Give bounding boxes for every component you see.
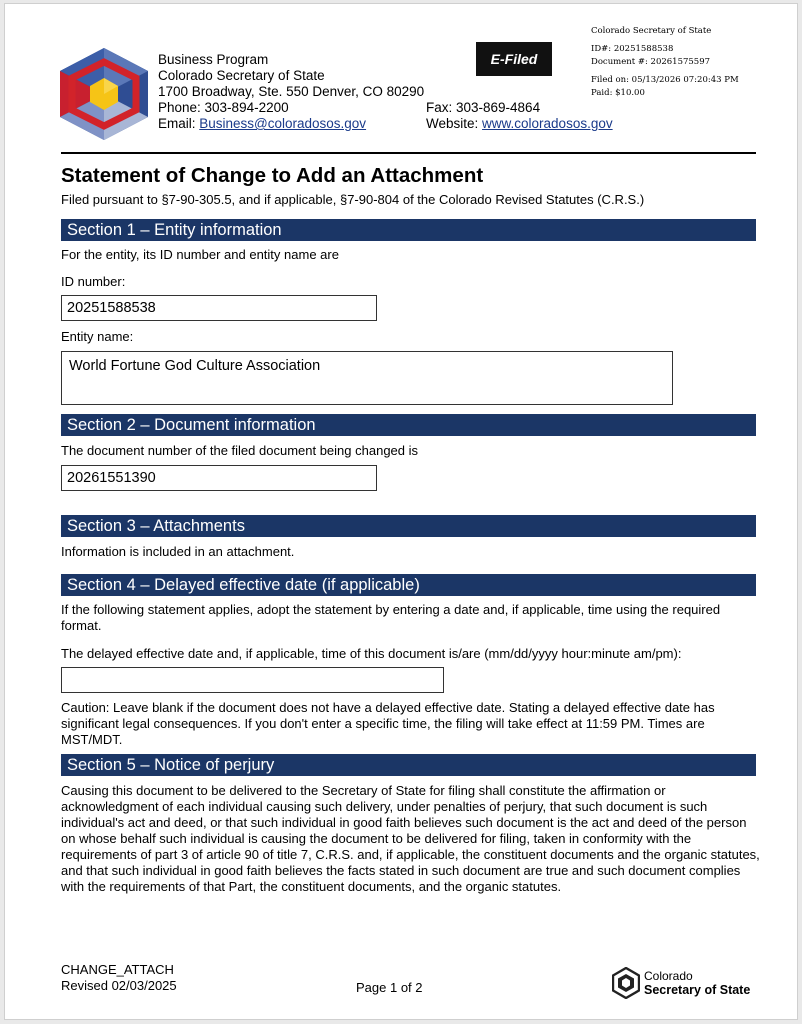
- sos-footer-wordmark: [644, 969, 750, 997]
- email-label: Email:: [158, 116, 200, 131]
- document-number-field[interactable]: 20261551390: [61, 465, 377, 491]
- id-number-label: ID number:: [61, 274, 126, 289]
- website-label: Website:: [426, 116, 483, 131]
- sos-footer-line1: Colorado: [644, 969, 693, 983]
- section-1-intro: For the entity, its ID number and entity name are: [61, 247, 339, 262]
- section-4-heading: Section 4 – Delayed effective date (if applicable): [61, 574, 756, 596]
- id-number-field[interactable]: 20251588538: [61, 295, 377, 321]
- entity-name-label: Entity name:: [61, 329, 134, 344]
- section-3-text: Information is included in an attachment.: [61, 544, 295, 559]
- header-email: [158, 116, 366, 132]
- form-title: Statement of Change to Add an Attachment: [61, 164, 484, 187]
- header-phone: Phone: 303-894-2200: [158, 100, 289, 115]
- section-4-caution: Caution: Leave blank if the document does not have a delayed effective date. Stating a delayed effective date has significant legal consequences. If you don't enter a specific time, the filing will take effect at 11:59 PM. Times are MST/MDT.: [61, 700, 715, 747]
- header-program: Business Program: [158, 52, 269, 67]
- section-2-intro: The document number of the filed document being changed is: [61, 443, 419, 458]
- footer-page-number: Page 1 of 2: [356, 980, 423, 995]
- footer-form-code: CHANGE_ATTACH: [61, 962, 174, 977]
- stamp-document: Document #: 20261575597: [591, 57, 711, 67]
- sos-footer-line2: Secretary of State: [644, 983, 751, 997]
- form-subtitle: Filed pursuant to §7-90-305.5, and if applicable, §7-90-804 of the Colorado Revised Statutes (C.R.S.): [61, 192, 645, 207]
- website-link[interactable]: www.coloradosos.gov: [482, 116, 613, 131]
- header-website: [426, 116, 613, 132]
- entity-name-field[interactable]: World Fortune God Culture Association: [61, 351, 673, 405]
- section-2-heading: Section 2 – Document information: [61, 414, 756, 436]
- header-address: 1700 Broadway, Ste. 550 Denver, CO 80290: [158, 84, 425, 99]
- sos-footer-logo: [612, 967, 640, 999]
- stamp-office: Colorado Secretary of State: [591, 26, 712, 36]
- stamp-filed-on: Filed on: 05/13/2026 07:20:43 PM: [591, 75, 739, 85]
- document-page: [4, 3, 798, 1020]
- colorado-sos-logo: [60, 48, 148, 140]
- section-3-heading: Section 3 – Attachments: [61, 515, 756, 537]
- header-office: Colorado Secretary of State: [158, 68, 325, 83]
- delayed-date-label: The delayed effective date and, if applicable, time of this document is/are (mm/dd/yyyy hour:minute am/pm):: [61, 646, 682, 661]
- header-fax: Fax: 303-869-4864: [426, 100, 541, 115]
- section-1-heading: Section 1 – Entity information: [61, 219, 756, 241]
- efiled-badge: E-Filed: [476, 42, 552, 76]
- email-link[interactable]: Business@coloradosos.gov: [199, 116, 367, 131]
- stamp-id: ID#: 20251588538: [591, 44, 674, 54]
- footer-revised: Revised 02/03/2025: [61, 978, 177, 993]
- delayed-date-field[interactable]: [61, 667, 444, 693]
- stamp-paid: Paid: $10.00: [591, 88, 645, 98]
- section-5-heading: Section 5 – Notice of perjury: [61, 754, 756, 776]
- header-divider: [61, 152, 756, 154]
- section-5-text: Causing this document to be delivered to the Secretary of State for filing shall constitute the affirmation or acknowledgment of each individual causing such delivery, under penalties of perjury, that such document is such individual's act and deed, or that such individual in good faith believes such document is the act and deed of the person on whose behalf such individual is causing the document to be delivered for filing, taken in conformity with the requirements of part 3 of article 90 of title 7, C.R.S. and, if applicable, the constituent documents and the organic statutes, and that such individual in good faith believes the facts stated in such document are true and such document complies with the requirements of that Part, the constituent documents, and the organic statutes.: [61, 783, 760, 894]
- section-4-intro: If the following statement applies, adopt the statement by entering a date and, if applicable, time using the required format.: [61, 602, 721, 633]
